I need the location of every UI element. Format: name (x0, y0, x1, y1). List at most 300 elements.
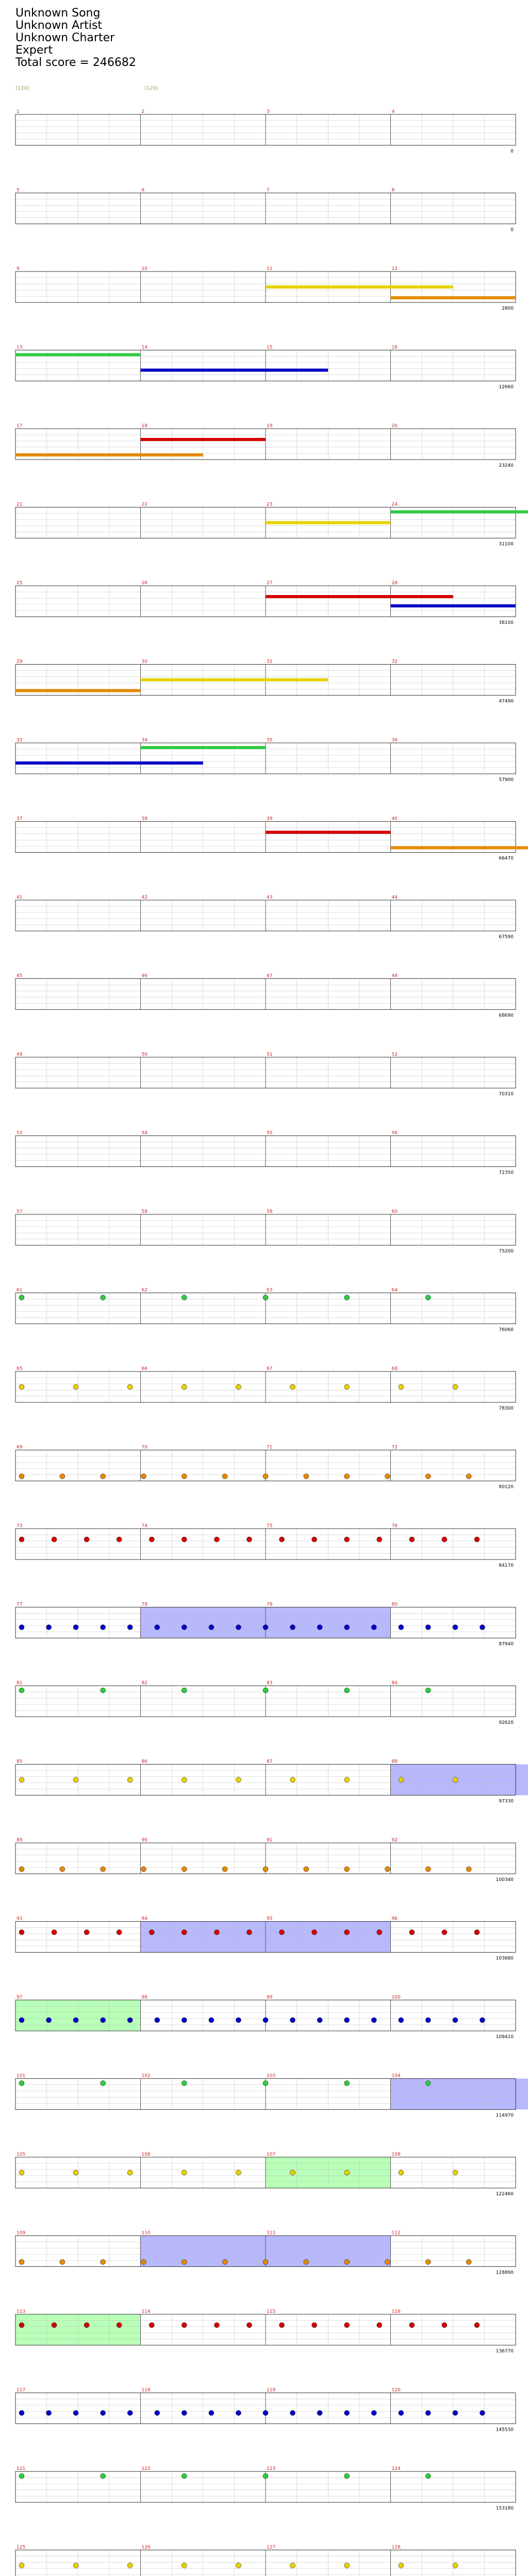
measure-number: 39 (267, 816, 273, 822)
note-gem (453, 1384, 458, 1389)
measure-number: 71 (267, 1445, 273, 1450)
measure-score: 0 (510, 227, 514, 233)
star-power-region (391, 1765, 528, 1795)
note-gem (344, 2323, 350, 2328)
note-gem (399, 2411, 404, 2416)
measure-number: 99 (267, 1995, 273, 2000)
note-gem (149, 2323, 154, 2328)
measure-number: 33 (16, 738, 23, 743)
song-title: Unknown Song (15, 7, 101, 20)
measure-number: 38 (141, 816, 147, 822)
measure-number: 8 (391, 188, 395, 193)
measure-score: 87940 (499, 1641, 514, 1647)
note-gem (344, 2170, 350, 2175)
measure-number: 59 (267, 1209, 273, 1214)
note-gem (182, 2260, 187, 2265)
note-gem (101, 1867, 106, 1872)
measure-number: 94 (141, 1916, 147, 1922)
note-gem (73, 1384, 78, 1389)
measure-score: 122460 (496, 2192, 514, 2197)
measure-number: 62 (141, 1287, 147, 1293)
measure-number: 97 (16, 1995, 23, 2000)
note-gem (290, 2018, 295, 2023)
tempo-marker: (120) (144, 86, 158, 91)
note-gem (236, 1777, 241, 1783)
note-gem (263, 1688, 268, 1693)
note-gem (46, 2018, 52, 2023)
note-gem (453, 2411, 458, 2416)
note-gem (19, 2260, 24, 2265)
note-gem (399, 1625, 404, 1630)
note-gem (19, 1537, 24, 1542)
note-gem (304, 2260, 309, 2265)
note-gem (73, 2018, 78, 2023)
note-gem (425, 1688, 431, 1693)
measure-number: 34 (141, 738, 147, 743)
measure-score: 66470 (499, 856, 514, 861)
measure-score: 78300 (499, 1406, 514, 1411)
measure-score: 153180 (496, 2506, 514, 2511)
measure-number: 120 (391, 2387, 401, 2393)
measure-number: 58 (141, 1209, 147, 1214)
note-gem (312, 2323, 317, 2328)
note-gem (344, 2081, 350, 2086)
measure-number: 70 (141, 1445, 147, 1450)
note-gem (453, 2018, 458, 2023)
note-gem (236, 2411, 241, 2416)
note-gem (19, 2323, 24, 2328)
note-gem (425, 2260, 431, 2265)
note-gem (182, 1930, 187, 1935)
measure-number: 19 (267, 423, 273, 429)
measure-number: 125 (16, 2545, 26, 2550)
measure-number: 9 (16, 266, 20, 272)
note-gem (209, 2018, 214, 2023)
note-gem (442, 1537, 447, 1542)
note-gem (19, 2170, 24, 2175)
note-gem (399, 2170, 404, 2175)
measure-score: 0 (510, 149, 514, 154)
measure-score: 97330 (499, 1799, 514, 1804)
note-gem (317, 2018, 322, 2023)
note-gem (344, 1625, 350, 1630)
note-gem (474, 1930, 480, 1935)
note-gem (263, 2473, 268, 2479)
measure-score: 80120 (499, 1484, 514, 1490)
measure-number: 16 (391, 345, 398, 350)
measure-score: 92620 (499, 1720, 514, 1725)
note-gem (425, 2411, 431, 2416)
note-gem (214, 2323, 219, 2328)
note-gem (209, 2411, 214, 2416)
note-gem (222, 2260, 227, 2265)
note-gem (377, 1930, 382, 1935)
note-gem (304, 1867, 309, 1872)
note-gem (149, 1537, 154, 1542)
note-gem (182, 1777, 187, 1783)
measure-number: 28 (391, 581, 398, 586)
song-difficulty: Expert (15, 44, 53, 57)
note-gem (344, 2411, 350, 2416)
measure-number: 31 (267, 659, 273, 665)
measure-number: 57 (16, 1209, 23, 1214)
measure-number: 43 (267, 895, 273, 900)
measure-score: 23240 (499, 463, 514, 468)
measure-number: 60 (391, 1209, 398, 1214)
note-gem (385, 2260, 390, 2265)
note-gem (263, 2018, 268, 2023)
note-gem (73, 1625, 78, 1630)
note-gem (425, 1625, 431, 1630)
measure-score: 68690 (499, 1013, 514, 1019)
measure-number: 23 (267, 502, 273, 507)
note-gem (425, 1867, 431, 1872)
note-gem (409, 1537, 415, 1542)
note-gem (425, 1295, 431, 1300)
note-gem (19, 2563, 24, 2568)
measure-number: 29 (16, 659, 23, 665)
measure-number: 51 (267, 1052, 273, 1057)
note-gem (344, 2563, 350, 2568)
note-gem (19, 1295, 24, 1300)
note-gem (101, 2473, 106, 2479)
note-gem (344, 1474, 350, 1479)
note-gem (155, 2018, 160, 2023)
note-gem (46, 1625, 52, 1630)
note-gem (236, 2170, 241, 2175)
note-gem (101, 2260, 106, 2265)
measure-score: 67590 (499, 935, 514, 940)
note-gem (127, 1777, 133, 1783)
note-gem (344, 1295, 350, 1300)
note-gem (385, 1474, 390, 1479)
note-gem (101, 2411, 106, 2416)
note-gem (344, 1867, 350, 1872)
measure-number: 3 (267, 109, 270, 114)
measure-number: 107 (267, 2152, 276, 2157)
note-gem (182, 2081, 187, 2086)
song-artist: Unknown Artist (15, 19, 103, 32)
measure-score: 103680 (496, 1956, 514, 1961)
measure-number: 100 (391, 1995, 401, 2000)
measure-number: 24 (391, 502, 398, 507)
measure-score: 57900 (499, 777, 514, 783)
note-gem (399, 2018, 404, 2023)
note-gem (182, 1537, 187, 1542)
note-gem (73, 2170, 78, 2175)
measure-score: 12660 (499, 384, 514, 390)
measure-number: 83 (267, 1681, 273, 1686)
note-gem (182, 1384, 187, 1389)
note-gem (60, 1474, 65, 1479)
note-gem (149, 1930, 154, 1935)
note-gem (409, 1930, 415, 1935)
note-gem (117, 1930, 122, 1935)
measure-score: 145530 (496, 2427, 514, 2433)
measure-number: 26 (141, 581, 147, 586)
note-gem (263, 2411, 268, 2416)
note-gem (344, 2260, 350, 2265)
note-gem (19, 1930, 24, 1935)
measure-number: 42 (141, 895, 147, 900)
measure-score: 76060 (499, 1327, 514, 1333)
note-gem (182, 1625, 187, 1630)
measure-number: 89 (16, 1838, 23, 1843)
note-gem (127, 1384, 133, 1389)
measure-number: 1 (16, 109, 20, 114)
note-gem (279, 1537, 285, 1542)
measure-number: 98 (141, 1995, 147, 2000)
measure-number: 49 (16, 1052, 23, 1057)
measure-score: 75200 (499, 1249, 514, 1254)
measure-number: 73 (16, 1523, 23, 1529)
note-gem (453, 1777, 458, 1783)
measure-number: 115 (267, 2309, 276, 2314)
measure-number: 61 (16, 1287, 23, 1293)
measure-number: 68 (391, 1366, 398, 1371)
measure-number: 91 (267, 1838, 273, 1843)
note-gem (344, 1537, 350, 1542)
measure-number: 40 (391, 816, 398, 822)
measure-number: 90 (141, 1838, 147, 1843)
note-gem (317, 1625, 322, 1630)
measure-number: 122 (141, 2466, 151, 2471)
note-gem (73, 2411, 78, 2416)
measure-number: 46 (141, 973, 147, 979)
note-gem (84, 1930, 89, 1935)
measure-number: 13 (16, 345, 23, 350)
note-gem (399, 1777, 404, 1783)
note-gem (453, 2170, 458, 2175)
measure-number: 12 (391, 266, 398, 272)
measure-score: 109410 (496, 2035, 514, 2040)
note-gem (474, 1537, 480, 1542)
measure-number: 14 (141, 345, 147, 350)
note-gem (246, 1930, 252, 1935)
measure-number: 74 (141, 1523, 147, 1529)
note-gem (344, 2473, 350, 2479)
measure-score: 128890 (496, 2270, 514, 2276)
note-gem (425, 2018, 431, 2023)
measure-number: 84 (391, 1681, 398, 1686)
note-gem (182, 2473, 187, 2479)
note-gem (246, 1537, 252, 1542)
note-gem (290, 1384, 295, 1389)
measure-score: 114970 (496, 2113, 514, 2119)
note-gem (84, 1537, 89, 1542)
note-gem (101, 1688, 106, 1693)
measure-number: 108 (391, 2152, 401, 2157)
measure-number: 76 (391, 1523, 398, 1529)
song-charter: Unknown Charter (15, 31, 115, 44)
measure-number: 119 (267, 2387, 276, 2393)
measure-number: 109 (16, 2230, 26, 2236)
measure-number: 5 (16, 188, 20, 193)
note-gem (344, 1688, 350, 1693)
note-gem (236, 2018, 241, 2023)
note-gem (263, 2081, 268, 2086)
note-gem (73, 1777, 78, 1783)
note-gem (127, 2018, 133, 2023)
measure-number: 15 (267, 345, 273, 350)
measure-number: 95 (267, 1916, 273, 1922)
note-gem (344, 1777, 350, 1783)
measure-number: 4 (391, 109, 395, 114)
note-gem (453, 1625, 458, 1630)
measure-number: 21 (16, 502, 23, 507)
measure-number: 6 (141, 188, 145, 193)
measure-number: 66 (141, 1366, 147, 1371)
note-gem (304, 1474, 309, 1479)
measure-number: 113 (16, 2309, 26, 2314)
note-gem (52, 1930, 57, 1935)
note-gem (182, 2411, 187, 2416)
measure-score: 84170 (499, 1563, 514, 1568)
note-gem (60, 2260, 65, 2265)
note-gem (141, 2260, 146, 2265)
measure-number: 45 (16, 973, 23, 979)
measure-number: 32 (391, 659, 398, 665)
note-gem (263, 1474, 268, 1479)
measure-number: 82 (141, 1681, 147, 1686)
tempo-marker: (120) (15, 86, 29, 91)
measure-number: 7 (267, 188, 270, 193)
measure-number: 111 (267, 2230, 276, 2236)
measure-number: 64 (391, 1287, 398, 1293)
note-gem (344, 2018, 350, 2023)
note-gem (442, 2323, 447, 2328)
note-gem (19, 1688, 24, 1693)
note-gem (52, 2323, 57, 2328)
measure-number: 78 (141, 1602, 147, 1607)
note-gem (466, 1474, 471, 1479)
measure-number: 103 (267, 2073, 276, 2079)
note-gem (425, 2473, 431, 2479)
note-gem (46, 2411, 52, 2416)
measure-number: 77 (16, 1602, 23, 1607)
measure-number: 35 (267, 738, 273, 743)
measure-number: 50 (141, 1052, 147, 1057)
note-gem (214, 1930, 219, 1935)
note-gem (182, 1688, 187, 1693)
measure-number: 81 (16, 1681, 23, 1686)
note-gem (371, 2411, 376, 2416)
note-gem (182, 1295, 187, 1300)
measure-number: 2 (141, 109, 145, 114)
measure-number: 124 (391, 2466, 401, 2471)
note-gem (371, 2018, 376, 2023)
note-gem (101, 1295, 106, 1300)
measure-number: 37 (16, 816, 23, 822)
measure-number: 80 (391, 1602, 398, 1607)
note-gem (399, 1384, 404, 1389)
note-gem (182, 1867, 187, 1872)
note-gem (399, 2563, 404, 2568)
note-gem (19, 2018, 24, 2023)
note-gem (155, 1625, 160, 1630)
measure-score: 38100 (499, 620, 514, 625)
measure-score: 100340 (496, 1877, 514, 1883)
note-gem (466, 1867, 471, 1872)
note-gem (222, 1867, 227, 1872)
measure-number: 72 (391, 1445, 398, 1450)
measure-number: 30 (141, 659, 147, 665)
note-gem (290, 2170, 295, 2175)
note-gem (371, 1625, 376, 1630)
measure-number: 127 (267, 2545, 276, 2550)
measure-number: 48 (391, 973, 398, 979)
note-gem (101, 1474, 106, 1479)
measure-number: 116 (391, 2309, 401, 2314)
note-gem (84, 2323, 89, 2328)
measure-score: 47490 (499, 699, 514, 704)
note-gem (290, 1625, 295, 1630)
note-gem (127, 2563, 133, 2568)
note-gem (425, 1474, 431, 1479)
note-gem (19, 2081, 24, 2086)
note-gem (73, 2563, 78, 2568)
measure-number: 79 (267, 1602, 273, 1607)
note-gem (60, 1867, 65, 1872)
measure-score: 72350 (499, 1170, 514, 1176)
note-gem (222, 1474, 227, 1479)
measure-number: 11 (267, 266, 273, 272)
note-gem (263, 1625, 268, 1630)
note-gem (263, 1867, 268, 1872)
measure-number: 52 (391, 1052, 398, 1057)
note-gem (290, 2411, 295, 2416)
measure-number: 93 (16, 1916, 23, 1922)
note-gem (19, 1384, 24, 1389)
measure-number: 88 (391, 1759, 398, 1765)
note-gem (279, 2323, 285, 2328)
measure-number: 128 (391, 2545, 401, 2550)
note-gem (312, 1930, 317, 1935)
note-gem (385, 1867, 390, 1872)
note-gem (182, 2018, 187, 2023)
note-gem (214, 1537, 219, 1542)
note-gem (480, 2411, 485, 2416)
measure-number: 114 (141, 2309, 151, 2314)
note-gem (101, 2081, 106, 2086)
measure-number: 53 (16, 1130, 23, 1136)
measure-number: 126 (141, 2545, 151, 2550)
note-gem (141, 1474, 146, 1479)
note-gem (312, 1537, 317, 1542)
measure-number: 22 (141, 502, 147, 507)
measure-number: 63 (267, 1287, 273, 1293)
total-score: Total score = 246682 (15, 56, 136, 69)
note-gem (182, 2323, 187, 2328)
measure-number: 10 (141, 266, 147, 272)
note-gem (209, 1625, 214, 1630)
measure-number: 123 (267, 2466, 276, 2471)
note-gem (19, 1777, 24, 1783)
measure-score: 70310 (499, 1092, 514, 1097)
note-gem (317, 2411, 322, 2416)
note-gem (236, 2563, 241, 2568)
measure-number: 96 (391, 1916, 398, 1922)
measure-number: 47 (267, 973, 273, 979)
note-gem (453, 2563, 458, 2568)
measure-number: 121 (16, 2466, 26, 2471)
note-gem (101, 1625, 106, 1630)
note-gem (182, 2563, 187, 2568)
measure-number: 41 (16, 895, 23, 900)
measure-number: 54 (141, 1130, 147, 1136)
note-gem (263, 2260, 268, 2265)
measure-number: 36 (391, 738, 398, 743)
